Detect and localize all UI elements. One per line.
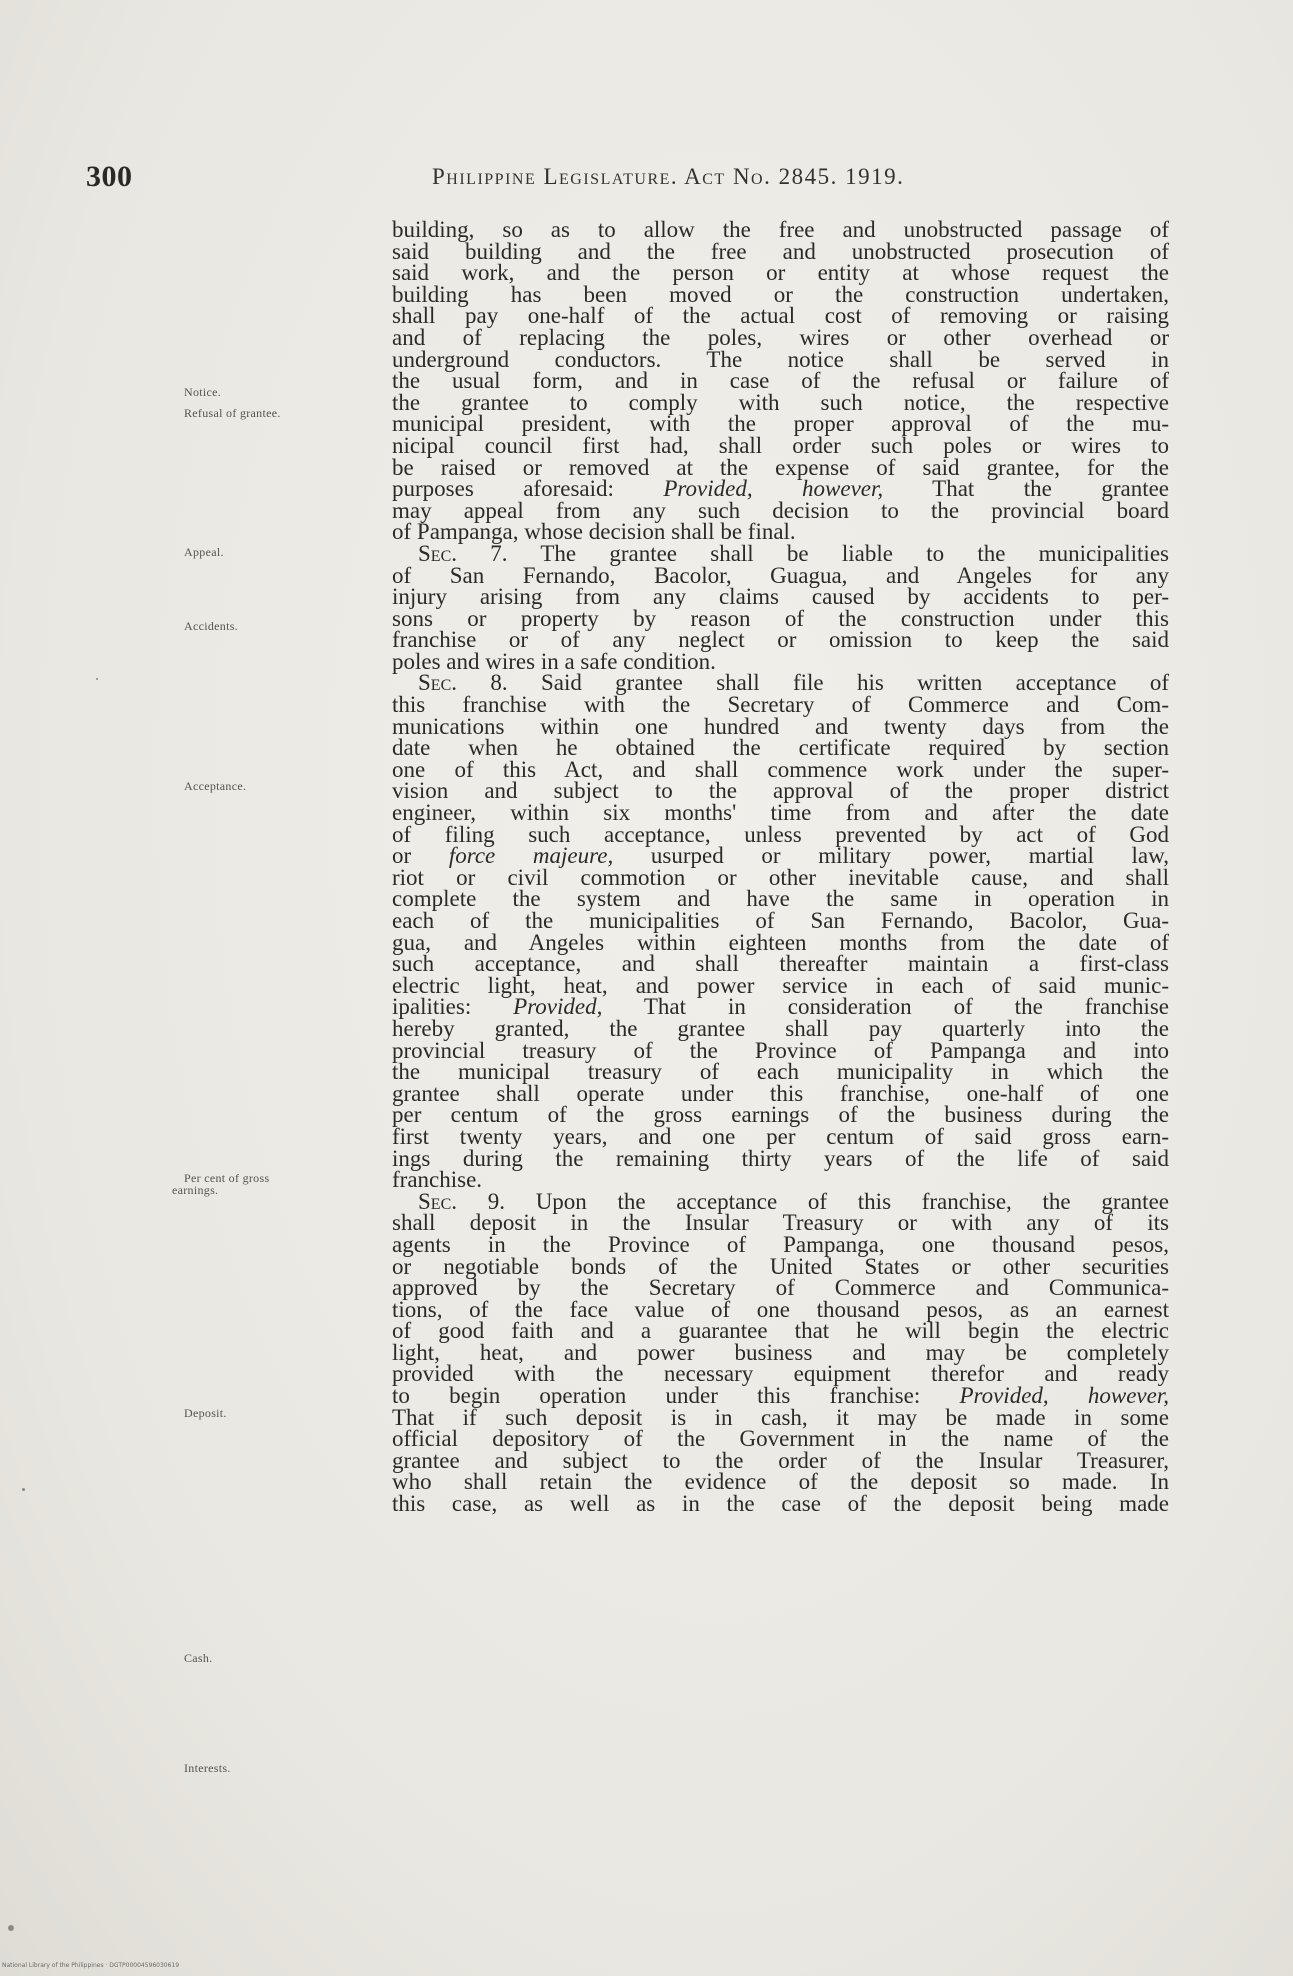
text-line (392, 497, 1169, 523)
text-segment: sons or property by reason of the construction under this (392, 605, 1169, 631)
text-line (392, 478, 1169, 500)
text-segment: electric light, heat, and power service in each of said munic- (392, 972, 1169, 998)
scan-speck (22, 1488, 25, 1491)
text-line (392, 1493, 1169, 1515)
text-line (392, 1231, 1169, 1257)
text-line (392, 845, 1169, 867)
text-segment: such acceptance, and shall thereafter maintain a first-class (392, 951, 1169, 977)
margin-note-appeal: Appeal. (184, 545, 224, 559)
text-segment: and of replacing the poles, wires or other overhead or (392, 324, 1169, 350)
text-segment: the municipal treasury of each municipality in which the (392, 1059, 1169, 1085)
margin-note-refusal: Refusal of grantee. (184, 406, 281, 420)
margin-note-acceptance: Acceptance. (184, 779, 247, 793)
text-line (392, 1169, 1169, 1191)
scan-speck (96, 678, 98, 680)
page-number: 300 (86, 160, 133, 193)
text-segment: this case, as well as in the case of the deposit being made (392, 1491, 1169, 1517)
text-line (392, 454, 1169, 480)
text-line (392, 281, 1169, 307)
body-text (392, 219, 1169, 1515)
text-segment: or (392, 843, 449, 869)
text-segment: who shall retain the evidence of the deposit so made. In (392, 1469, 1169, 1495)
text-line (392, 629, 1169, 651)
text-segment: shall deposit in the Insular Treasury or with any of its (392, 1210, 1169, 1236)
text-segment: That the grantee (883, 476, 1169, 502)
text-segment: poles and wires in a safe condition. (392, 648, 716, 674)
text-segment: this franchise with the Secretary of Commerce and Com- (392, 692, 1169, 718)
text-line (392, 1471, 1169, 1493)
text-segment: first twenty years, and one per centum of said gross earn- (392, 1123, 1169, 1149)
text-segment: franchise. (392, 1167, 483, 1193)
text-line (392, 432, 1169, 458)
text-segment: complete the system and have the same in operation in (392, 886, 1169, 912)
text-segment: of San Fernando, Bacolor, Guagua, and Angeles for any (392, 562, 1169, 588)
text-segment: hereby granted, the grantee shall pay quarterly into the (392, 1015, 1169, 1041)
text-segment: gua, and Angeles within eighteen months from the date of (392, 929, 1169, 955)
text-line (392, 1296, 1169, 1322)
margin-note-notice: Notice. (184, 385, 222, 399)
text-segment: grantee shall operate under this franchise, one-half of one (392, 1080, 1169, 1106)
text-line (392, 780, 1169, 802)
text-segment: official depository of the Government in the name of the (392, 1426, 1169, 1452)
margin-note-accidents: Accidents. (184, 619, 238, 633)
text-line (392, 413, 1169, 435)
text-line (392, 996, 1169, 1018)
text-segment: That if such deposit is in cash, it may be made in some (392, 1404, 1169, 1430)
text-segment: purposes aforesaid: (392, 476, 664, 502)
margin-note-earnings: earnings. (172, 1183, 219, 1197)
margin-note-cash: Cash. (184, 1651, 213, 1665)
text-segment: date when he obtained the certificate required by section (392, 735, 1169, 761)
text-line (392, 324, 1169, 350)
text-segment: 8. Said grantee shall file his written acceptance of (457, 670, 1169, 696)
text-line (392, 1015, 1169, 1041)
section-marker: Sec. (418, 670, 457, 696)
text-segment: shall pay one-half of the actual cost of removing or raising (392, 303, 1169, 329)
text-segment: grantee and subject to the order of the Insular Treasurer, (392, 1447, 1169, 1473)
text-segment: of filing such acceptance, unless prevented by act of God (392, 821, 1169, 847)
text-segment: said work, and the person or entity at whose request the (392, 260, 1169, 286)
text-segment: riot or civil commotion or other inevitable cause, and shall (392, 864, 1169, 890)
text-line (392, 1212, 1169, 1234)
text-segment: injury arising from any claims caused by accidents to per- (392, 584, 1169, 610)
text-line (392, 219, 1169, 241)
text-segment: ipalities: (392, 994, 514, 1020)
text-line (392, 694, 1169, 716)
text-segment: tions, of the face value of one thousand pesos, as an earnest (392, 1296, 1169, 1322)
text-segment: vision and subject to the approval of the proper district (392, 778, 1169, 804)
text-line (392, 648, 1169, 674)
text-segment: agents in the Province of Pampanga, one thousand pesos, (392, 1231, 1169, 1257)
text-segment: ings during the remaining thirty years of the life of said (392, 1145, 1169, 1171)
text-segment: nicipal council first had, shall order such poles or wires to (392, 432, 1169, 458)
text-line (392, 888, 1169, 910)
text-line (392, 1104, 1169, 1126)
text-line (392, 672, 1169, 694)
scan-speck (8, 1925, 14, 1931)
text-line (392, 953, 1169, 975)
text-segment: 7. The grantee shall be liable to the municipalities (457, 540, 1169, 566)
text-line (392, 1123, 1169, 1149)
text-line (392, 346, 1169, 372)
text-line (392, 586, 1169, 608)
text-segment: provincial treasury of the Province of Pampanga and into (392, 1037, 1169, 1063)
text-line (392, 1080, 1169, 1106)
text-line (392, 389, 1169, 415)
text-segment: usurped or military power, martial law, (613, 843, 1169, 869)
text-line (392, 1188, 1169, 1214)
text-segment: the usual form, and in case of the refusal or failure of (392, 368, 1169, 394)
text-segment: approved by the Secretary of Commerce and Communica- (392, 1275, 1169, 1301)
text-line (392, 605, 1169, 631)
footer-credit: National Library of the Philippines · DGTP00004596030619 (2, 1962, 180, 1969)
text-line (392, 929, 1169, 955)
text-line (392, 1428, 1169, 1450)
text-line (392, 562, 1169, 588)
text-segment: municipal president, with the proper approval of the mu- (392, 411, 1169, 437)
running-head: Philippine Legislature. Act No. 2845. 1919. (432, 164, 905, 189)
section-marker: Sec. (418, 1188, 457, 1214)
text-line (392, 802, 1169, 824)
text-segment: light, heat, and power business and may be completely (392, 1339, 1169, 1365)
text-segment: one of this Act, and shall commence work under the super- (392, 756, 1169, 782)
text-segment: engineer, within six months' time from and after the date (392, 800, 1169, 826)
text-line (392, 756, 1169, 782)
text-segment: to begin operation under this franchise: (392, 1383, 960, 1409)
text-line (392, 521, 1169, 543)
margin-note-interests: Interests. (184, 1761, 231, 1775)
text-segment: of Pampanga, whose decision shall be final. (392, 519, 796, 545)
text-segment: That in consideration of the franchise (602, 994, 1169, 1020)
text-line (392, 1447, 1169, 1473)
text-segment: be raised or removed at the expense of said grantee, for the (392, 454, 1169, 480)
italic-phrase: Provided, however, (959, 1383, 1169, 1409)
text-line (392, 1404, 1169, 1430)
text-line (392, 540, 1169, 566)
text-line (392, 1037, 1169, 1063)
text-line (392, 1385, 1169, 1407)
text-segment: franchise or of any neglect or omission to keep the said (392, 627, 1169, 653)
text-line (392, 370, 1169, 392)
text-segment: of good faith and a guarantee that he will begin the electric (392, 1318, 1169, 1344)
text-line (392, 1320, 1169, 1342)
italic-phrase: force majeure, (448, 843, 614, 869)
text-line (392, 262, 1169, 284)
text-segment: each of the municipalities of San Fernando, Bacolor, Gua- (392, 908, 1169, 933)
text-line (392, 1277, 1169, 1299)
text-segment: provided with the necessary equipment therefor and ready (392, 1361, 1169, 1387)
text-line (392, 238, 1169, 264)
text-segment: said building and the free and unobstructed prosecution of (392, 238, 1169, 264)
text-line (392, 1363, 1169, 1385)
text-line (392, 972, 1169, 998)
text-segment: building, so as to allow the free and unobstructed passage of (392, 217, 1169, 242)
italic-phrase: Provided, (513, 994, 603, 1020)
text-segment: underground conductors. The notice shall be served in (392, 346, 1169, 372)
text-segment: or negotiable bonds of the United States or other securities (392, 1253, 1169, 1279)
text-line (392, 821, 1169, 847)
text-segment: building has been moved or the construction undertaken, (392, 281, 1169, 307)
text-segment: munications within one hundred and twenty days from the (392, 713, 1169, 739)
text-segment: may appeal from any such decision to the provincial board (392, 497, 1169, 523)
margin-note-per-cent: Per cent of gross (184, 1171, 270, 1185)
margin-note-deposit: Deposit. (184, 1406, 227, 1420)
text-line (392, 1061, 1169, 1083)
text-line (392, 737, 1169, 759)
text-segment: the grantee to comply with such notice, the respective (392, 389, 1169, 415)
text-segment: 9. Upon the acceptance of this franchise, the grantee (457, 1188, 1169, 1214)
text-line (392, 1253, 1169, 1279)
text-line (392, 1145, 1169, 1171)
text-line (392, 864, 1169, 890)
text-line (392, 305, 1169, 327)
text-line (392, 910, 1169, 932)
italic-phrase: Provided, however, (663, 476, 884, 502)
section-marker: Sec. (418, 540, 457, 566)
text-segment: per centum of the gross earnings of the business during the (392, 1102, 1169, 1128)
text-line (392, 713, 1169, 739)
text-line (392, 1339, 1169, 1365)
